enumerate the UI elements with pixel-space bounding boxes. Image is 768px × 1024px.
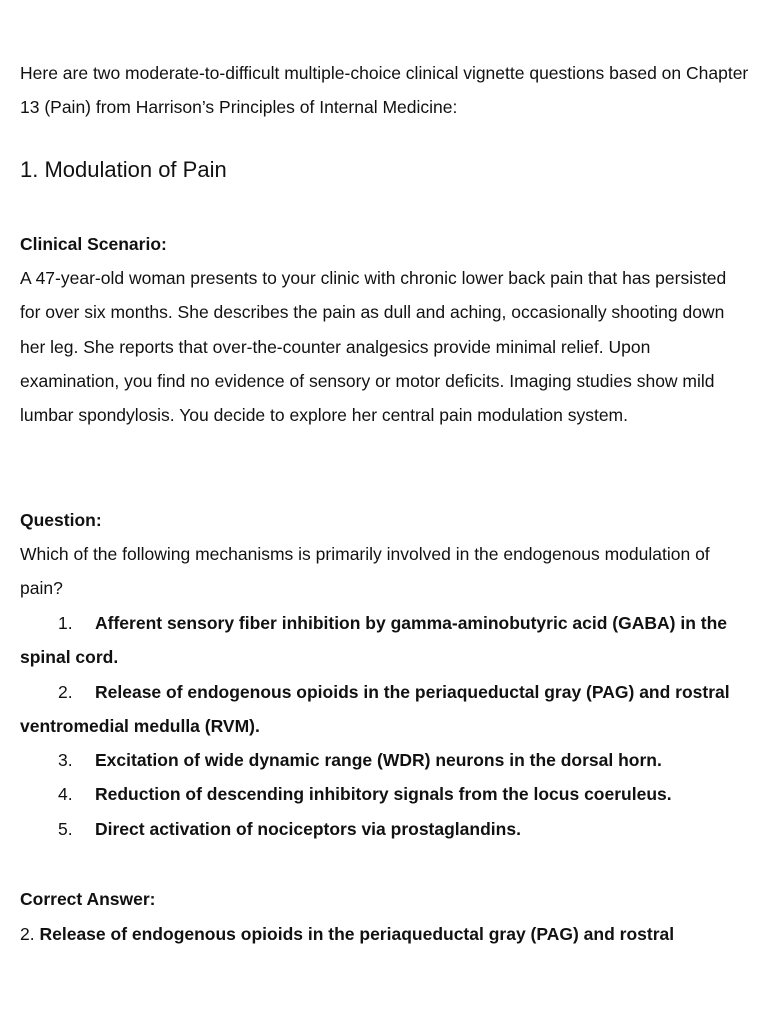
option-text: Release of endogenous opioids in the periaqueductal gray (PAG) and rostral ventromedial medulla (RVM).: [20, 681, 730, 736]
option-text: Direct activation of nociceptors via prostaglandins.: [95, 818, 521, 839]
option-number: 2.: [58, 681, 73, 702]
scenario-label: Clinical Scenario:: [20, 234, 167, 254]
answer-line: [20, 917, 760, 951]
question-label: Question:: [20, 510, 102, 530]
option-item: [20, 777, 750, 811]
option-item: [20, 743, 750, 777]
option-item: [20, 812, 750, 846]
option-text: Excitation of wide dynamic range (WDR) neurons in the dorsal horn.: [95, 750, 662, 771]
option-item: [20, 606, 750, 675]
option-number: 4.: [58, 784, 73, 805]
option-number: 5.: [58, 818, 73, 839]
answer-options-list: [20, 606, 750, 846]
option-number: 1.: [58, 613, 73, 633]
option-text: Afferent sensory fiber inhibition by gamma-aminobutyric acid (GABA) in the spinal cord.: [20, 613, 728, 668]
answer-label: Correct Answer:: [20, 889, 156, 909]
answer-number: 2.: [20, 924, 35, 944]
option-item: [20, 675, 750, 744]
scenario-paragraph: A 47-year-old woman presents to your clinic with chronic lower back pain that has persisted for over six months. She describes the pain as dull and aching, occasionally shooting down her leg. She reports that over-the-counter analgesics provide minimal relief. Upon examination, you find no evidence of sensory or motor deficits. Imaging studies show mild lumbar spondylosis. You decide to explore her central pain modulation system.: [20, 268, 727, 426]
option-text: Reduction of descending inhibitory signals from the locus coeruleus.: [95, 784, 672, 805]
answer-text: Release of endogenous opioids in the periaqueductal gray (PAG) and rostral: [39, 924, 675, 944]
section-heading: 1. Modulation of Pain: [20, 157, 227, 182]
intro-paragraph: Here are two moderate-to-difficult multiple-choice clinical vignette questions based on Chapter 13 (Pain) from Harrison’s Principles of Internal Medicine:: [20, 63, 749, 118]
question-paragraph: Which of the following mechanisms is primarily involved in the endogenous modulation of pain?: [20, 544, 710, 599]
option-number: 3.: [58, 750, 73, 771]
